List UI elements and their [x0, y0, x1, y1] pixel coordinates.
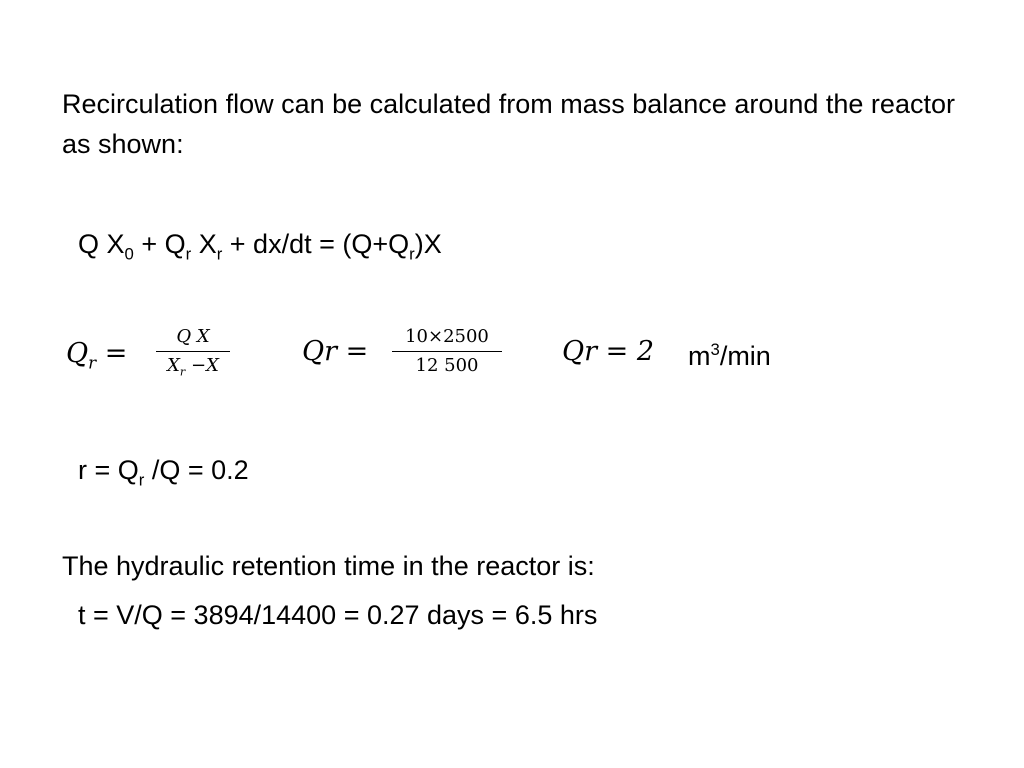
- f1-numerator: Q X: [176, 326, 210, 347]
- mb-xr: X: [191, 229, 217, 259]
- f1-q-sub: r: [88, 352, 97, 373]
- mb-lhs-a-sub: 0: [124, 244, 134, 264]
- formula1-lhs: [66, 338, 128, 373]
- mb-plus1: + Q: [133, 229, 186, 259]
- mb-xr-sub: r: [216, 244, 223, 264]
- f2-numerator: 10×2500: [405, 326, 489, 347]
- formula2-fraction: [392, 326, 502, 377]
- unit-suffix: /min: [719, 341, 771, 371]
- formula3: Qr = 2: [562, 336, 655, 367]
- f2-fraction-bar: [392, 351, 502, 352]
- mass-balance-equation: [78, 224, 442, 264]
- ratio-b: /Q = 0.2: [144, 455, 249, 485]
- unit-base: m: [688, 341, 711, 371]
- retention-heading: The hydraulic retention time in the reactor is:: [62, 551, 595, 581]
- ratio-equation: [78, 450, 249, 490]
- f1-den-b: −X: [185, 355, 219, 376]
- ratio-a: r = Q: [78, 455, 139, 485]
- ratio-sub: r: [138, 470, 145, 490]
- f1-q: Q: [66, 338, 89, 369]
- unit-exp: 3: [710, 340, 720, 359]
- formula1-fraction: [156, 326, 230, 377]
- f2-denominator: 12 500: [415, 355, 479, 376]
- f1-den-a: X: [167, 355, 180, 376]
- retention-equation: t = V/Q = 3894/14400 = 0.27 days = 6.5 hrs: [78, 600, 598, 630]
- mb-qr-sub: r: [185, 244, 192, 264]
- mb-end: )X: [414, 229, 442, 259]
- f1-den-a-sub: r: [179, 365, 186, 379]
- f1-fraction-bar: [156, 351, 230, 352]
- flow-unit: [688, 336, 771, 376]
- f1-eq: =: [96, 338, 128, 369]
- mb-mid: + dx/dt = (Q+Q: [222, 229, 410, 259]
- f1-denominator: [156, 355, 230, 377]
- mb-lhs-a: Q X: [78, 229, 125, 259]
- formula2-lhs: Qr =: [302, 336, 369, 367]
- intro-paragraph: Recirculation flow can be calculated from mass balance around the reactor as shown:: [62, 89, 955, 159]
- mb-rhs-sub: r: [409, 244, 415, 264]
